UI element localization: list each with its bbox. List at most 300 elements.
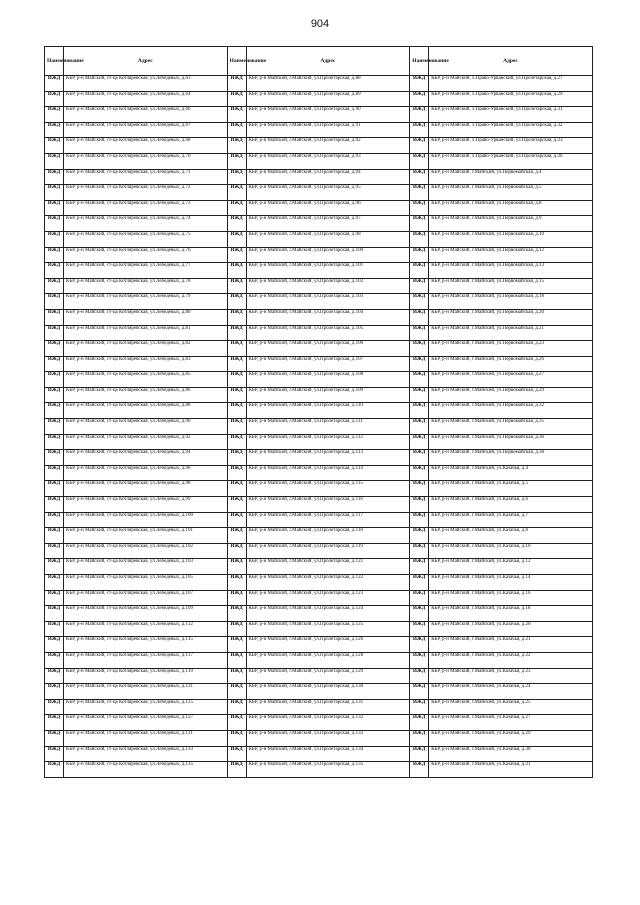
building-type-cell: ИЖД [410,403,429,419]
building-type-cell: ИЖД [227,575,246,591]
address-cell: КБР, р-н Майский, ст-ца Котляревская, ул.Лебедевых, д.70 [64,153,228,169]
building-type-cell: ИЖД [45,91,64,107]
building-type-cell: ИЖД [410,356,429,372]
address-cell: КБР, р-н Майский, ст-ца Котляревская, ул.Лебедевых, д.107 [64,590,228,606]
address-cell: КБР, р-н Майский, г.Майский, ул.Первомайская, д.5 [429,185,593,201]
building-type-cell: ИЖД [227,481,246,497]
address-cell: КБР, р-н Майский, г.Майский, ул.Пролетарская, д.107 [246,356,410,372]
building-type-cell: ИЖД [227,746,246,762]
building-type-cell: ИЖД [45,341,64,357]
table-row [45,419,593,435]
address-cell: КБР, р-н Майский, г.Майский, ул.Пролетарская, д.113 [246,450,410,466]
building-type-cell: ИЖД [45,278,64,294]
address-cell: КБР, р-н Майский, г.Майский, ул.Пролетарская, д.122 [246,575,410,591]
building-type-cell: ИЖД [227,403,246,419]
address-cell: КБР, р-н Майский, г.Майский, ул.Пролетарская, д.124 [246,606,410,622]
address-cell: КБР, р-н Майский, г.Майский, ул.Пролетарская, д.98 [246,231,410,247]
address-cell: КБР, р-н Майский, ст-ца Котляревская, ул.Лебедевых, д.115 [64,637,228,653]
address-cell: КБР, р-н Майский, ст-ца Котляревская, ул.Лебедевых, д.125 [64,699,228,715]
address-cell: КБР, р-н Майский, г.Майский, ул.Пролетарская, д.100 [246,247,410,263]
address-cell: КБР, р-н Майский, ст-ца Котляревская, ул.Лебедевых, д.94 [64,450,228,466]
address-cell: КБР, р-н Майский, ст-ца Котляревская, ул.Лебедевых, д.100 [64,512,228,528]
address-cell: КБР, р-н Майский, г.Майский, ул.Казачья, д.31 [429,762,593,778]
building-type-cell: ИЖД [227,652,246,668]
building-type-cell: ИЖД [410,185,429,201]
building-type-cell: ИЖД [410,528,429,544]
address-table [44,46,593,778]
building-type-cell: ИЖД [227,684,246,700]
address-cell: КБР, р-н Майский, г.Майский, ул.Пролетарская, д.117 [246,512,410,528]
table-row [45,606,593,622]
address-cell: КБР, р-н Майский, ст-ца Котляревская, ул.Лебедевых, д.80 [64,309,228,325]
building-type-cell: ИЖД [227,153,246,169]
table-row [45,153,593,169]
building-type-cell: ИЖД [227,762,246,778]
table-row [45,341,593,357]
building-type-cell: ИЖД [410,372,429,388]
table-row [45,403,593,419]
address-cell: КБР, р-н Майский, г.Майский, ул.Первомайская, д.18 [429,294,593,310]
address-cell: КБР, р-н Майский, г.Майский, ул.Пролетарская, д.94 [246,169,410,185]
address-cell: КБР, р-н Майский, х.Право-Урванский, ул.Пролетарская, д.29 [429,91,593,107]
address-cell: КБР, р-н Майский, ст-ца Котляревская, ул.Лебедевых, д.92 [64,434,228,450]
address-cell: КБР, р-н Майский, х.Право-Урванский, ул.Пролетарская, д.33 [429,138,593,154]
building-type-cell: ИЖД [227,107,246,123]
building-type-cell: ИЖД [227,387,246,403]
building-type-cell: ИЖД [227,263,246,279]
building-type-cell: ИЖД [45,216,64,232]
address-cell: КБР, р-н Майский, г.Майский, ул.Пролетарская, д.90 [246,107,410,123]
address-cell: КБР, р-н Майский, г.Майский, ул.Первомайская, д.10 [429,231,593,247]
table-row [45,91,593,107]
address-cell: КБР, р-н Майский, г.Майский, ул.Пролетарская, д.105 [246,325,410,341]
building-type-cell: ИЖД [45,309,64,325]
address-cell: КБР, р-н Майский, г.Майский, ул.Пролетарская, д.97 [246,216,410,232]
address-cell: КБР, р-н Майский, г.Майский, ул.Пролетарская, д.134 [246,746,410,762]
address-cell: КБР, р-н Майский, г.Майский, ул.Казачья, д.16 [429,590,593,606]
address-cell: КБР, р-н Майский, г.Майский, ул.Пролетарская, д.88 [246,76,410,92]
address-cell: КБР, р-н Майский, ст-ца Котляревская, ул.Лебедевых, д.131 [64,730,228,746]
address-cell: КБР, р-н Майский, г.Майский, ул.Казачья, д.14 [429,575,593,591]
building-type-cell: ИЖД [45,247,64,263]
building-type-cell: ИЖД [227,309,246,325]
address-cell: КБР, р-н Майский, ст-ца Котляревская, ул.Лебедевых, д.127 [64,715,228,731]
address-cell: КБР, р-н Майский, ст-ца Котляревская, ул.Лебедевых, д.78 [64,278,228,294]
building-type-cell: ИЖД [45,403,64,419]
building-type-cell: ИЖД [227,372,246,388]
table-body [45,76,593,778]
address-cell: КБР, р-н Майский, г.Майский, ул.Первомайская, д.26 [429,356,593,372]
address-cell: КБР, р-н Майский, г.Майский, ул.Пролетарская, д.101 [246,263,410,279]
building-type-cell: ИЖД [410,122,429,138]
address-cell: КБР, р-н Майский, ст-ца Котляревская, ул.Лебедевых, д.74 [64,216,228,232]
address-cell: КБР, р-н Майский, г.Майский, ул.Казачья, д.25 [429,699,593,715]
building-type-cell: ИЖД [227,138,246,154]
building-type-cell: ИЖД [410,231,429,247]
header-address: Адрес [64,47,228,76]
address-cell: КБР, р-н Майский, г.Майский, ул.Первомайская, д.9 [429,216,593,232]
address-cell: КБР, р-н Майский, г.Майский, ул.Казачья, д.12 [429,559,593,575]
address-cell: КБР, р-н Майский, ст-ца Котляревская, ул.Лебедевых, д.117 [64,652,228,668]
table-row [45,668,593,684]
address-cell: КБР, р-н Майский, ст-ца Котляревская, ул.Лебедевых, д.72 [64,185,228,201]
address-cell: КБР, р-н Майский, г.Майский, ул.Первомайская, д.36 [429,434,593,450]
table-row [45,715,593,731]
building-type-cell: ИЖД [410,637,429,653]
building-type-cell: ИЖД [410,699,429,715]
address-cell: КБР, р-н Майский, г.Майский, ул.Казачья, д.22 [429,652,593,668]
table-row [45,746,593,762]
table-row [45,684,593,700]
address-cell: КБР, р-н Майский, г.Майский, ул.Казачья, д.21 [429,637,593,653]
address-cell: КБР, р-н Майский, г.Майский, ул.Пролетарская, д.130 [246,684,410,700]
table-row [45,559,593,575]
address-cell: КБР, р-н Майский, г.Майский, ул.Пролетарская, д.126 [246,637,410,653]
building-type-cell: ИЖД [227,590,246,606]
table-row [45,434,593,450]
building-type-cell: ИЖД [45,325,64,341]
table-row [45,294,593,310]
address-cell: КБР, р-н Майский, г.Майский, ул.Первомайская, д.23 [429,341,593,357]
address-cell: КБР, р-н Майский, г.Майский, ул.Первомайская, д.21 [429,325,593,341]
address-cell: КБР, р-н Майский, г.Майский, ул.Первомайская, д.29 [429,387,593,403]
address-cell: КБР, р-н Майский, ст-ца Котляревская, ул.Лебедевых, д.109 [64,606,228,622]
building-type-cell: ИЖД [45,185,64,201]
table-row [45,730,593,746]
address-cell: КБР, р-н Майский, г.Майский, ул.Казачья, д.7 [429,512,593,528]
building-type-cell: ИЖД [410,278,429,294]
address-cell: КБР, р-н Майский, г.Майский, ул.Пролетарская, д.123 [246,590,410,606]
building-type-cell: ИЖД [227,497,246,513]
building-type-cell: ИЖД [410,294,429,310]
table-row [45,216,593,232]
address-cell: КБР, р-н Майский, ст-ца Котляревская, ул.Лебедевых, д.112 [64,621,228,637]
building-type-cell: ИЖД [227,356,246,372]
building-type-cell: ИЖД [410,497,429,513]
building-type-cell: ИЖД [45,356,64,372]
building-type-cell: ИЖД [45,730,64,746]
building-type-cell: ИЖД [227,606,246,622]
building-type-cell: ИЖД [227,200,246,216]
table-row [45,637,593,653]
building-type-cell: ИЖД [410,325,429,341]
building-type-cell: ИЖД [45,76,64,92]
building-type-cell: ИЖД [227,699,246,715]
address-cell: КБР, р-н Майский, х.Право-Урванский, ул.Пролетарская, д.27 [429,76,593,92]
building-type-cell: ИЖД [45,590,64,606]
building-type-cell: ИЖД [227,715,246,731]
building-type-cell: ИЖД [410,263,429,279]
table-row [45,356,593,372]
address-cell: КБР, р-н Майский, г.Майский, ул.Пролетарская, д.109 [246,387,410,403]
building-type-cell: ИЖД [410,138,429,154]
address-cell: КБР, р-н Майский, г.Майский, ул.Казачья, д.30 [429,746,593,762]
building-type-cell: ИЖД [227,294,246,310]
address-cell: КБР, р-н Майский, ст-ца Котляревская, ул.Лебедевых, д.83 [64,356,228,372]
building-type-cell: ИЖД [410,434,429,450]
building-type-cell: ИЖД [227,216,246,232]
address-cell: КБР, р-н Майский, ст-ца Котляревская, ул.Лебедевых, д.66 [64,107,228,123]
building-type-cell: ИЖД [410,169,429,185]
address-cell: КБР, р-н Майский, г.Майский, ул.Казачья, д.18 [429,606,593,622]
building-type-cell: ИЖД [410,668,429,684]
address-cell: КБР, р-н Майский, ст-ца Котляревская, ул.Лебедевых, д.90 [64,419,228,435]
building-type-cell: ИЖД [45,512,64,528]
address-cell: КБР, р-н Майский, г.Майский, ул.Казачья, д.10 [429,543,593,559]
address-cell: КБР, р-н Майский, г.Майский, ул.Казачья, д.24 [429,684,593,700]
address-cell: КБР, р-н Майский, г.Майский, ул.Пролетарская, д.118 [246,528,410,544]
building-type-cell: ИЖД [227,91,246,107]
address-cell: КБР, р-н Майский, ст-ца Котляревская, ул.Лебедевых, д.63 [64,76,228,92]
address-cell: КБР, р-н Майский, ст-ца Котляревская, ул.Лебедевых, д.77 [64,263,228,279]
table-row [45,107,593,123]
address-cell: КБР, р-н Майский, г.Майский, ул.Первомайская, д.38 [429,450,593,466]
table-row [45,450,593,466]
header-code: Наименование [410,47,429,76]
building-type-cell: ИЖД [227,450,246,466]
table-row [45,652,593,668]
building-type-cell: ИЖД [227,528,246,544]
building-type-cell: ИЖД [410,341,429,357]
building-type-cell: ИЖД [45,543,64,559]
building-type-cell: ИЖД [410,762,429,778]
building-type-cell: ИЖД [45,746,64,762]
address-cell: КБР, р-н Майский, г.Майский, ул.Первомайская, д.20 [429,309,593,325]
address-cell: КБР, р-н Майский, г.Майский, ул.Пролетарская, д.93 [246,153,410,169]
address-cell: КБР, р-н Майский, г.Майский, ул.Пролетарская, д.96 [246,200,410,216]
building-type-cell: ИЖД [45,200,64,216]
building-type-cell: ИЖД [45,107,64,123]
address-cell: КБР, р-н Майский, ст-ца Котляревская, ул.Лебедевых, д.103 [64,559,228,575]
table-row [45,528,593,544]
address-cell: КБР, р-н Майский, г.Майский, ул.Пролетарская, д.103 [246,294,410,310]
header-address: Адрес [246,47,410,76]
building-type-cell: ИЖД [45,559,64,575]
table-row [45,621,593,637]
address-cell: КБР, р-н Майский, ст-ца Котляревская, ул.Лебедевых, д.105 [64,575,228,591]
address-cell: КБР, р-н Майский, г.Майский, ул.Пролетарская, д.112 [246,434,410,450]
building-type-cell: ИЖД [410,465,429,481]
address-cell: КБР, р-н Майский, г.Майский, ул.Пролетарская, д.125 [246,621,410,637]
address-cell: КБР, р-н Майский, г.Майский, ул.Пролетарская, д.135 [246,762,410,778]
table-row [45,543,593,559]
table-row [45,699,593,715]
building-type-cell: ИЖД [45,715,64,731]
address-cell: КБР, р-н Майский, ст-ца Котляревская, ул.Лебедевых, д.71 [64,169,228,185]
building-type-cell: ИЖД [410,575,429,591]
address-cell: КБР, р-н Майский, г.Майский, ул.Первомайская, д.12 [429,247,593,263]
address-cell: КБР, р-н Майский, г.Майский, ул.Пролетарская, д.89 [246,91,410,107]
address-cell: КБР, р-н Майский, г.Майский, ул.Первомайская, д.35 [429,419,593,435]
building-type-cell: ИЖД [227,730,246,746]
address-cell: КБР, р-н Майский, ст-ца Котляревская, ул.Лебедевых, д.98 [64,481,228,497]
address-cell: КБР, р-н Майский, ст-ца Котляревская, ул.Лебедевых, д.121 [64,684,228,700]
address-cell: КБР, р-н Майский, г.Майский, ул.Первомайская, д.32 [429,403,593,419]
table-row [45,575,593,591]
address-cell: КБР, р-н Майский, г.Майский, ул.Пролетарская, д.129 [246,668,410,684]
address-cell: КБР, р-н Майский, г.Майский, ул.Первомайская, д.13 [429,263,593,279]
building-type-cell: ИЖД [410,590,429,606]
address-cell: КБР, р-н Майский, г.Майский, ул.Пролетарская, д.92 [246,138,410,154]
address-cell: КБР, р-н Майский, г.Майский, ул.Пролетарская, д.108 [246,372,410,388]
building-type-cell: ИЖД [45,434,64,450]
address-cell: КБР, р-н Майский, г.Майский, ул.Пролетарская, д.106 [246,341,410,357]
address-cell: КБР, р-н Майский, х.Право-Урванский, ул.Пролетарская, д.32 [429,122,593,138]
building-type-cell: ИЖД [410,76,429,92]
building-type-cell: ИЖД [45,387,64,403]
address-cell: КБР, р-н Майский, г.Майский, ул.Первомайская, д.4 [429,169,593,185]
page-number: 904 [310,18,330,30]
address-cell: КБР, р-н Майский, х.Право-Урванский, ул.Пролетарская, д.36 [429,153,593,169]
address-cell: КБР, р-н Майский, г.Майский, ул.Первомайская, д.15 [429,278,593,294]
building-type-cell: ИЖД [410,543,429,559]
address-cell: КБР, р-н Майский, г.Майский, ул.Казачья, д.20 [429,621,593,637]
table-row [45,512,593,528]
building-type-cell: ИЖД [45,231,64,247]
address-cell: КБР, р-н Майский, ст-ца Котляревская, ул.Лебедевых, д.67 [64,122,228,138]
address-cell: КБР, р-н Майский, г.Майский, ул.Казачья, д.5 [429,481,593,497]
building-type-cell: ИЖД [227,278,246,294]
table-row [45,76,593,92]
building-type-cell: ИЖД [227,325,246,341]
building-type-cell: ИЖД [45,122,64,138]
table-row [45,138,593,154]
building-type-cell: ИЖД [45,762,64,778]
building-type-cell: ИЖД [45,465,64,481]
address-cell: КБР, р-н Майский, ст-ца Котляревская, ул.Лебедевых, д.73 [64,200,228,216]
address-cell: КБР, р-н Майский, ст-ца Котляревская, ул.Лебедевых, д.135 [64,762,228,778]
table-row [45,200,593,216]
building-type-cell: ИЖД [227,169,246,185]
building-type-cell: ИЖД [410,606,429,622]
address-cell: КБР, р-н Майский, ст-ца Котляревская, ул.Лебедевых, д.64 [64,91,228,107]
building-type-cell: ИЖД [45,575,64,591]
table-row [45,263,593,279]
address-cell: КБР, р-н Майский, г.Майский, ул.Первомайская, д.8 [429,200,593,216]
table-row [45,590,593,606]
table-row [45,465,593,481]
header-address: Адрес [429,47,593,76]
address-cell: КБР, р-н Майский, г.Майский, ул.Казачья, д.8 [429,528,593,544]
address-cell: КБР, р-н Майский, ст-ца Котляревская, ул.Лебедевых, д.79 [64,294,228,310]
address-cell: КБР, р-н Майский, ст-ца Котляревская, ул.Лебедевых, д.119 [64,668,228,684]
table-row [45,387,593,403]
address-cell: КБР, р-н Майский, г.Майский, ул.Пролетарская, д.116 [246,497,410,513]
address-cell: КБР, р-н Майский, г.Майский, ул.Пролетарская, д.131 [246,699,410,715]
building-type-cell: ИЖД [227,512,246,528]
building-type-cell: ИЖД [227,185,246,201]
address-cell: КБР, р-н Майский, ст-ца Котляревская, ул.Лебедевых, д.101 [64,528,228,544]
address-cell: КБР, р-н Майский, ст-ца Котляревская, ул.Лебедевых, д.81 [64,325,228,341]
address-cell: КБР, р-н Майский, ст-ца Котляревская, ул.Лебедевых, д.133 [64,746,228,762]
address-cell: КБР, р-н Майский, ст-ца Котляревская, ул.Лебедевых, д.85 [64,372,228,388]
building-type-cell: ИЖД [227,559,246,575]
address-cell: КБР, р-н Майский, ст-ца Котляревская, ул.Лебедевых, д.86 [64,387,228,403]
building-type-cell: ИЖД [227,76,246,92]
header-code: Наименование [227,47,246,76]
building-type-cell: ИЖД [227,247,246,263]
address-cell: КБР, р-н Майский, г.Майский, ул.Казачья, д.6 [429,497,593,513]
building-type-cell: ИЖД [410,107,429,123]
address-cell: КБР, р-н Майский, х.Право-Урванский, ул.Пролетарская, д.31 [429,107,593,123]
building-type-cell: ИЖД [410,481,429,497]
table-row [45,278,593,294]
building-type-cell: ИЖД [410,216,429,232]
address-cell: КБР, р-н Майский, г.Майский, ул.Пролетарская, д.114 [246,465,410,481]
table-row [45,309,593,325]
address-cell: КБР, р-н Майский, г.Майский, ул.Пролетарская, д.111 [246,419,410,435]
table-row [45,122,593,138]
building-type-cell: ИЖД [45,621,64,637]
address-cell: КБР, р-н Майский, г.Майский, ул.Пролетарская, д.128 [246,652,410,668]
building-type-cell: ИЖД [410,309,429,325]
building-type-cell: ИЖД [227,465,246,481]
building-type-cell: ИЖД [227,122,246,138]
building-type-cell: ИЖД [227,434,246,450]
building-type-cell: ИЖД [45,481,64,497]
table-row [45,247,593,263]
building-type-cell: ИЖД [410,684,429,700]
address-cell: КБР, р-н Майский, г.Майский, ул.Пролетарская, д.119 [246,543,410,559]
address-cell: КБР, р-н Майский, г.Майский, ул.Казачья, д.29 [429,730,593,746]
address-cell: КБР, р-н Майский, г.Майский, ул.Пролетарская, д.104 [246,309,410,325]
address-cell: КБР, р-н Майский, ст-ца Котляревская, ул.Лебедевых, д.82 [64,341,228,357]
table-row [45,481,593,497]
address-cell: КБР, р-н Майский, ст-ца Котляревская, ул.Лебедевых, д.75 [64,231,228,247]
building-type-cell: ИЖД [410,730,429,746]
building-type-cell: ИЖД [45,450,64,466]
building-type-cell: ИЖД [410,715,429,731]
table-header-row [45,47,593,76]
building-type-cell: ИЖД [45,263,64,279]
building-type-cell: ИЖД [227,668,246,684]
building-type-cell: ИЖД [410,387,429,403]
address-cell: КБР, р-н Майский, г.Майский, ул.Пролетарская, д.91 [246,122,410,138]
building-type-cell: ИЖД [45,497,64,513]
address-cell: КБР, р-н Майский, ст-ца Котляревская, ул.Лебедевых, д.76 [64,247,228,263]
address-cell: КБР, р-н Майский, г.Майский, ул.Пролетарская, д.102 [246,278,410,294]
address-cell: КБР, р-н Майский, г.Майский, ул.Казачья, д.23 [429,668,593,684]
building-type-cell: ИЖД [45,684,64,700]
building-type-cell: ИЖД [227,543,246,559]
table-row [45,497,593,513]
table-row [45,325,593,341]
address-cell: КБР, р-н Майский, ст-ца Котляревская, ул.Лебедевых, д.68 [64,138,228,154]
table-row [45,185,593,201]
table-row [45,372,593,388]
table-row [45,762,593,778]
address-cell: КБР, р-н Майский, ст-ца Котляревская, ул.Лебедевых, д.88 [64,403,228,419]
building-type-cell: ИЖД [410,91,429,107]
building-type-cell: ИЖД [227,637,246,653]
address-cell: КБР, р-н Майский, г.Майский, ул.Пролетарская, д.133 [246,730,410,746]
building-type-cell: ИЖД [45,699,64,715]
table-row [45,231,593,247]
address-cell: КБР, р-н Майский, г.Майский, ул.Казачья, д.27 [429,715,593,731]
building-type-cell: ИЖД [227,419,246,435]
table-row [45,169,593,185]
building-type-cell: ИЖД [45,528,64,544]
address-cell: КБР, р-н Майский, г.Майский, ул.Первомайская, д.27 [429,372,593,388]
address-cell: КБР, р-н Майский, г.Майский, ул.Казачья, д.4 [429,465,593,481]
address-cell: КБР, р-н Майский, г.Майский, ул.Пролетарская, д.110 [246,403,410,419]
building-type-cell: ИЖД [410,652,429,668]
building-type-cell: ИЖД [45,169,64,185]
address-cell: КБР, р-н Майский, ст-ца Котляревская, ул.Лебедевых, д.96 [64,465,228,481]
address-cell: КБР, р-н Майский, г.Майский, ул.Пролетарская, д.132 [246,715,410,731]
building-type-cell: ИЖД [45,419,64,435]
building-type-cell: ИЖД [410,153,429,169]
